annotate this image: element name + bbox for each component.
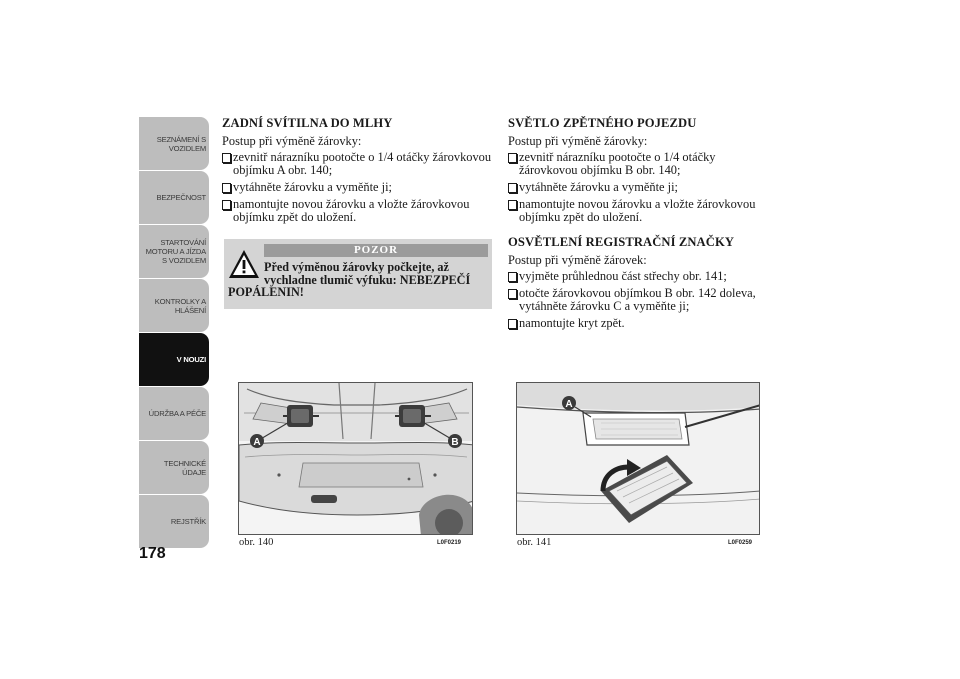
figure-caption: obr. 140 <box>239 537 274 548</box>
tab-udrzba[interactable]: ÚDRŽBA A PÉČE <box>139 387 209 440</box>
chapter-tabs <box>139 117 209 549</box>
plate-lamp-illustration <box>517 383 760 535</box>
step-list <box>508 270 770 330</box>
warning-box <box>224 239 492 309</box>
svg-text:B: B <box>451 437 459 448</box>
tab-kontrolky[interactable]: KONTROLKY A HLÁŠENÍ <box>139 279 209 332</box>
figure-code: L0F0259 <box>728 540 753 546</box>
warning-title: POZOR <box>264 244 488 257</box>
tab-rejstrik[interactable]: REJSTŘÍK <box>139 495 209 548</box>
step-item: vytáhněte žárovku a vyměňte ji; <box>222 181 492 194</box>
step-list <box>222 151 492 224</box>
tab-technicke[interactable]: TECHNICKÉ ÚDAJE <box>139 441 209 494</box>
figure-code: L0F0219 <box>437 540 462 546</box>
tab-v-nouzi[interactable]: V NOUZI <box>139 333 209 386</box>
figure-140 <box>238 382 473 535</box>
step-item: zevnitř nárazníku pootočte o 1/4 otáčky žárovkovou objímku A obr. 140; <box>222 151 492 177</box>
section-heading-plate-light: OSVĚTLENÍ REGISTRAČNÍ ZNAČKY <box>508 235 735 249</box>
page-number: 178 <box>139 545 166 562</box>
step-item: namontujte novou žárovku a vložte žárovkovou objímku zpět do uložení. <box>508 198 770 224</box>
warning-line: vychladne tlumič výfuku: NEBEZPEČÍ <box>264 272 471 287</box>
step-list <box>508 151 770 224</box>
step-item: namontujte novou žárovku a vložte žárovkovou objímku zpět do uložení. <box>222 198 492 224</box>
warning-text <box>228 261 488 299</box>
figure-caption: obr. 141 <box>517 537 552 548</box>
right-column <box>508 116 770 334</box>
tab-startovani[interactable]: STARTOVÁNÍ MOTORU A JÍZDA S VOZIDLEM <box>139 225 209 278</box>
section-intro: Postup při výměně žárovek: <box>508 253 647 267</box>
step-item: namontujte kryt zpět. <box>508 317 770 330</box>
left-column <box>222 116 492 228</box>
step-item: zevnitř nárazníku pootočte o 1/4 otáčky žárovkovou objímku B obr. 140; <box>508 151 770 177</box>
tab-seznameni[interactable]: SEZNÁMENÍ S VOZIDLEM <box>139 117 209 170</box>
step-item: vyjměte průhlednou část střechy obr. 141; <box>508 270 770 283</box>
marker-a-icon <box>562 396 576 410</box>
step-item: vytáhněte žárovku a vyměňte ji; <box>508 181 770 194</box>
lamp-lens-icon <box>583 413 689 445</box>
svg-text:A: A <box>565 399 573 410</box>
figure-141 <box>516 382 760 535</box>
section-intro: Postup při výměně žárovky: <box>508 134 648 148</box>
step-item: otočte žárovkovou objímkou B obr. 142 doleva, vytáhněte žárovku C a vyměňte ji; <box>508 287 770 313</box>
warning-line: POPÁLENIN! <box>228 285 304 299</box>
section-intro: Postup při výměně žárovky: <box>222 134 362 148</box>
marker-a-icon <box>250 434 264 448</box>
warning-line: Před výměnou žárovky počkejte, až <box>264 260 449 274</box>
section-heading-reverse-light: SVĚTLO ZPĚTNÉHO POJEZDU <box>508 116 697 130</box>
tab-bezpecnost[interactable]: BEZPEČNOST <box>139 171 209 224</box>
bumper-illustration <box>239 383 473 535</box>
marker-b-icon <box>448 434 462 448</box>
svg-text:A: A <box>253 437 261 448</box>
section-heading-fog-light: ZADNÍ SVÍTILNA DO MLHY <box>222 116 393 130</box>
